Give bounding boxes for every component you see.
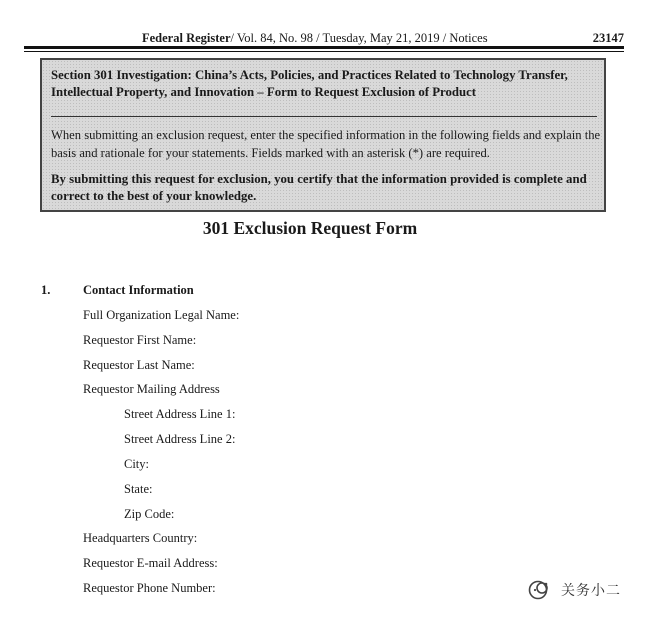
field-zip-code[interactable]: Zip Code: (124, 507, 175, 521)
notice-certification: By submitting this request for exclusion, you certify that the information provided is complete and correct to the best of your knowledge. (51, 172, 587, 203)
notice-box (40, 58, 606, 212)
field-first-name[interactable]: Requestor First Name: (83, 333, 197, 347)
section-number: 1. (41, 283, 51, 297)
field-last-name[interactable]: Requestor Last Name: (83, 358, 195, 372)
field-state[interactable]: State: (124, 482, 153, 496)
page-number: 23147 (592, 31, 624, 45)
header-citation-line (142, 31, 488, 46)
issue-citation: / Vol. 84, No. 98 / Tuesday, May 21, 2019 / Notices (230, 31, 488, 45)
field-street-line-2[interactable]: Street Address Line 2: (124, 432, 236, 446)
header-rule-thick (24, 46, 624, 49)
field-street-line-1[interactable]: Street Address Line 1: (124, 407, 236, 421)
field-mailing-address-heading: Requestor Mailing Address (83, 382, 220, 396)
wechat-official-account-icon (526, 578, 554, 600)
page-header (24, 28, 624, 48)
watermark (526, 577, 626, 601)
header-rule-thin (24, 51, 624, 52)
field-hq-country[interactable]: Headquarters Country: (83, 531, 198, 545)
watermark-text: 关务小二 (561, 583, 621, 599)
section-title: Contact Information (83, 283, 194, 297)
field-email[interactable]: Requestor E-mail Address: (83, 556, 218, 570)
field-city[interactable]: City: (124, 457, 150, 471)
notice-instructions: When submitting an exclusion request, enter the specified information in the following fields and explain the basis and rationale for your statements. Fields marked with an asterisk (*) are required. (51, 128, 601, 160)
form-title: 301 Exclusion Request Form (202, 218, 418, 238)
field-org-legal-name[interactable]: Full Organization Legal Name: (83, 308, 240, 322)
notice-divider (51, 116, 597, 117)
field-phone[interactable]: Requestor Phone Number: (83, 581, 216, 595)
journal-name: Federal Register (142, 31, 231, 45)
notice-title: Section 301 Investigation: China’s Acts, Policies, and Practices Related to Technology Transfer, Intellectual Property, and Innovation – Form to Request Exclusion of Product (51, 68, 568, 99)
